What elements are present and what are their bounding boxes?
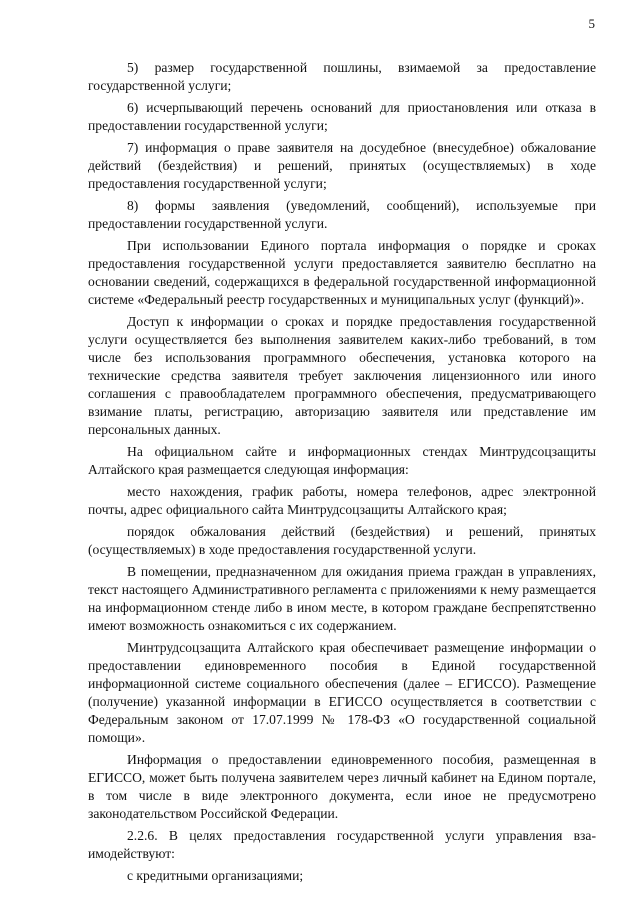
paragraph-appeal-procedure: порядок обжалования действий (бездействия) и решений, принятых (осуществляемых) в ходе предоставления государственной услуги. bbox=[88, 524, 596, 557]
paragraph-item-8: 8) формы заявления (уведомлений, сообщений), используемые при предоставлении государственной услуги. bbox=[88, 198, 596, 231]
paragraph-item-7: 7) информация о праве заявителя на досудебное (внесудебное) обжалование действий (бездействия) и решений, принятых (осуществляемых) в ходе предоставления государственной услуги; bbox=[88, 140, 596, 191]
page-number: 5 bbox=[588, 16, 595, 31]
document-body bbox=[88, 59, 596, 889]
paragraph-credit-organizations: с кредитными организациями; bbox=[127, 868, 304, 883]
paragraph-access: Доступ к информации о сроках и порядке предоставления государственной услуги осуществляется без выполнения заявителем каких-либо требований, в том числе без использования программного обеспечения, установка которого на технические средства заявителя требует заключения лицензионного или иного соглашения с правообладателем программного обеспечения, предусматривающего взимание платы, регистрацию, авторизацию заявителя или представление им персональных данных. bbox=[88, 314, 596, 437]
paragraph-item-6: 6) исчерпывающий перечень оснований для приостановления или отказа в предоставлении государственной услуги; bbox=[88, 100, 596, 133]
paragraph-location: место нахождения, график работы, номера телефонов, адрес электронной почты, адрес официального сайта Минтрудсоцзащиты Алтайского края; bbox=[88, 484, 596, 517]
paragraph-item-5: 5) размер государственной пошлины, взимаемой за предоставление государственной услуги; bbox=[88, 60, 596, 93]
paragraph-section-2-2-6: 2.2.6. В целях предоставления государственной услуги управления взаимодействуют: bbox=[88, 828, 596, 861]
paragraph-egisso-info: Информация о предоставлении единовременного пособия, размещенная в ЕГИССО, может быть получена заявителем через личный кабинет на Едином портале, в том числе в виде электронного документа, если иное не предусмотрено законодательством Российской Федерации. bbox=[88, 752, 596, 821]
paragraph-official-site: На официальном сайте и информационных стендах Минтрудсоцзащиты Алтайского края размещается следующая информация: bbox=[88, 444, 596, 477]
paragraph-premises: В помещении, предназначенном для ожидания приема граждан в управлениях, текст настоящего Административного регламента с приложениями к нему размещается на информационном стенде либо в ином месте, в котором граждане беспрепятственно имеют возможность ознакомиться с их содержанием. bbox=[88, 564, 596, 633]
paragraph-single-portal: При использовании Единого портала информация о порядке и сроках предоставления государственной услуги предоставляется заявителю бесплатно на основании сведений, содержащихся в федеральной государственной информационной системе «Федеральный реестр государственных и муниципальных услуг (функций)». bbox=[88, 238, 596, 307]
paragraph-egisso: Минтрудсоцзащита Алтайского края обеспечивает размещение информации о предоставлении единовременного пособия в Единой государственной информационной системе социального обеспечения (далее – ЕГИССО). Размещение (получение) указанной информации в ЕГИССО осуществляется в соответствии с Федеральным законом от 17.07.1999 № 178-ФЗ «О государственной социальной помощи». bbox=[88, 640, 596, 745]
